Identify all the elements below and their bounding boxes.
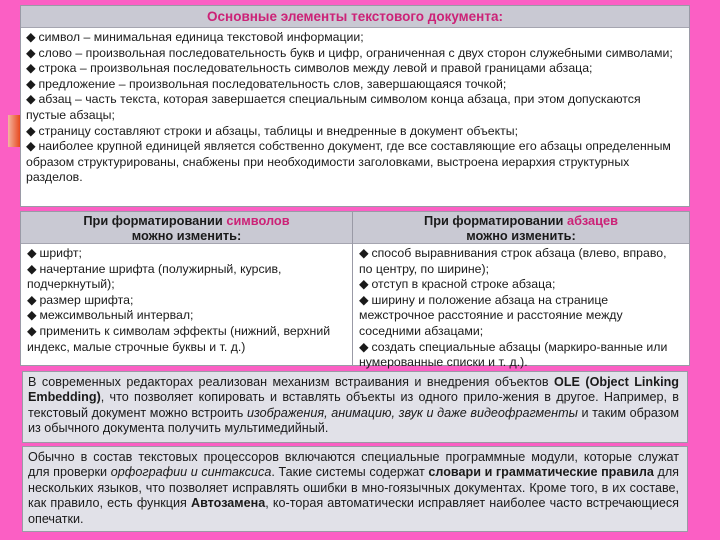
processors-info-box <box>22 446 688 532</box>
bullet-icon: ◆ <box>359 292 369 307</box>
list-item: ◆ создать специальные абзацы (маркиро-ванные или нумерованные списки и т. д.). <box>359 339 668 370</box>
bullet-icon: ◆ <box>26 92 36 107</box>
list-item: ◆ межсимвольный интервал; <box>27 308 194 323</box>
bullet-icon: ◆ <box>27 308 37 323</box>
processors-paragraph: Обычно в состав текстовых процессоров включаются специальные программные модули, которые служат для проверки орфографии и синтаксиса. Такие системы содержат словари и грамматические правила для нескольких языков, что позволяет исправлять ошибки в мно-гоязычных документах. Кроме того, в их составе, как правило, есть функция Автозамена, ко-торая автоматически исправляет наиболее часто встречающиеся опечатки. <box>28 450 679 526</box>
list-item: ◆ шрифт; <box>27 246 82 260</box>
symbols-column <box>21 212 353 365</box>
list-item: ◆ слово – произвольная последовательность букв и цифр, ограниченная с двух сторон служебными символами; <box>26 45 673 60</box>
formatting-table <box>20 211 690 370</box>
bullet-icon: ◆ <box>27 323 37 338</box>
paragraphs-list <box>353 244 689 371</box>
elements-panel <box>20 5 690 207</box>
paragraphs-column <box>353 212 689 370</box>
bullet-icon: ◆ <box>27 246 37 260</box>
list-item: ◆ наиболее крупной единицей является собственно документ, где все составляющие его абзацы определенным образом структурированы, снабжены при необходимости заголовками, выстроена иерархия структурных разделов. <box>26 139 671 185</box>
list-item: ◆ символ – минимальная единица текстовой информации; <box>26 30 364 44</box>
bullet-icon: ◆ <box>359 339 369 354</box>
list-item: ◆ применить к символам эффекты (нижний, верхний индекс, малые строчные буквы и т. д.) <box>27 323 331 354</box>
bullet-icon: ◆ <box>26 30 36 44</box>
panel-title: Основные элементы текстового документа: <box>21 6 689 28</box>
list-item: ◆ страницу составляют строки и абзацы, таблицы и внедренные в документ объекты; <box>26 123 518 138</box>
bullet-icon: ◆ <box>26 123 36 138</box>
list-item: ◆ начертание шрифта (полужирный, курсив, подчеркнутый); <box>27 261 282 292</box>
slide-side-marker <box>8 115 20 147</box>
symbols-list <box>21 244 352 355</box>
bullet-icon: ◆ <box>26 45 36 60</box>
elements-list <box>21 28 689 186</box>
list-item: ◆ размер шрифта; <box>27 292 134 307</box>
bullet-icon: ◆ <box>26 61 36 76</box>
ole-info-box <box>22 371 688 443</box>
bullet-icon: ◆ <box>359 246 369 260</box>
list-item: ◆ строка – произвольная последовательность символов между левой и правой границами абзаца; <box>26 61 593 76</box>
list-item: ◆ ширину и положение абзаца на странице межстрочное расстояние и расстояние между соседними абзацами; <box>359 292 623 338</box>
bullet-icon: ◆ <box>27 292 37 307</box>
bullet-icon: ◆ <box>27 261 37 276</box>
list-item: ◆ способ выравнивания строк абзаца (влево, вправо, по центру, по ширине); <box>359 246 667 276</box>
list-item: ◆ предложение – произвольная последовательность слов, завершающаяся точкой; <box>26 76 507 91</box>
ole-paragraph: В современных редакторах реализован механизм встраивания и внедрения объектов OLE (Object Linking Embedding), что позволяет копировать и вставлять объекты из одного прило-жения в другое. Например, в текстовый документ можно встроить изображения, анимацию, звук и даже видеофрагменты и таким образом из обычного документа получить мультимедийный. <box>28 375 679 436</box>
bullet-icon: ◆ <box>26 76 36 91</box>
list-item: ◆ отступ в красной строке абзаца; <box>359 277 556 292</box>
list-item: ◆ абзац – часть текста, которая завершается специальным символом конца абзаца, при этом допускаются пустые абзацы; <box>26 92 641 122</box>
paragraphs-header: При форматировании абзацев можно изменить: <box>353 212 689 244</box>
symbols-header: При форматировании символов можно изменить: <box>21 212 352 244</box>
bullet-icon: ◆ <box>359 277 369 292</box>
bullet-icon: ◆ <box>26 139 36 154</box>
